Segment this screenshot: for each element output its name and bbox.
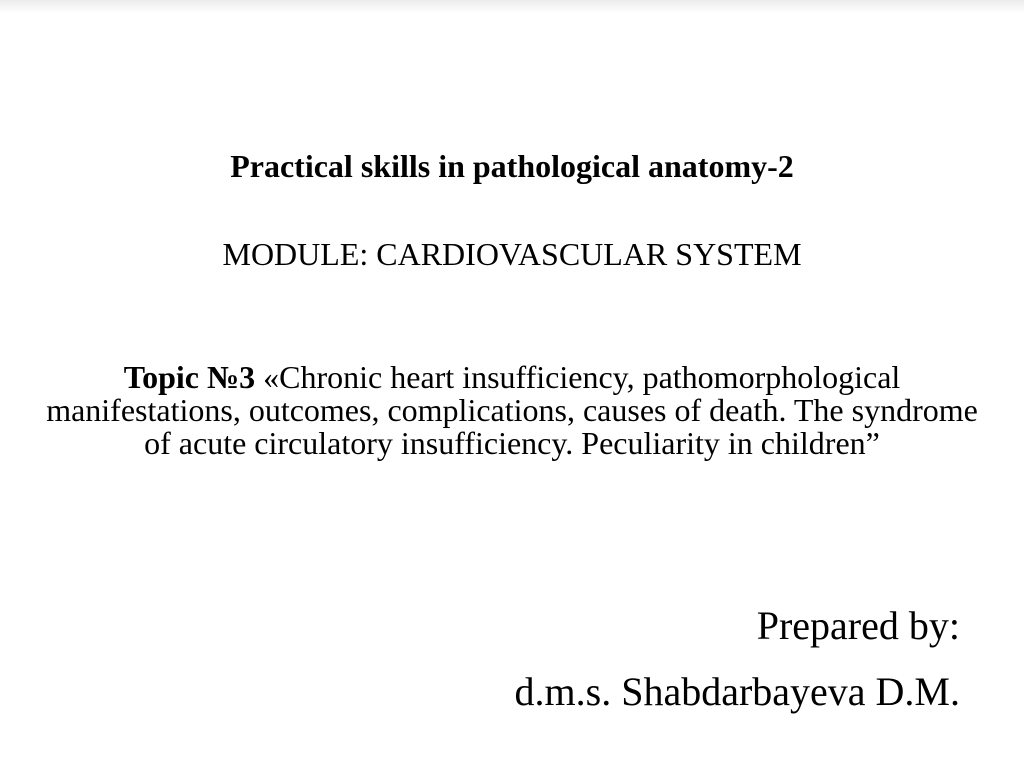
top-edge-shadow: [0, 0, 1024, 14]
prepared-by-label: Prepared by:: [756, 603, 960, 648]
topic-description: «Chronic heart insufficiency, pathomorphological manifestations, outcomes, complications, causes of death. The syndrome of acute circulatory insufficiency. Peculiarity in children”: [46, 359, 978, 461]
topic-paragraph: [40, 361, 984, 460]
topic-number: Topic №3: [123, 359, 256, 395]
author-name: d.m.s. Shabdarbayeva D.M.: [514, 669, 960, 714]
module-heading: MODULE: CARDIOVASCULAR SYSTEM: [222, 236, 802, 272]
slide-title: Practical skills in pathological anatomy-2: [230, 148, 794, 184]
